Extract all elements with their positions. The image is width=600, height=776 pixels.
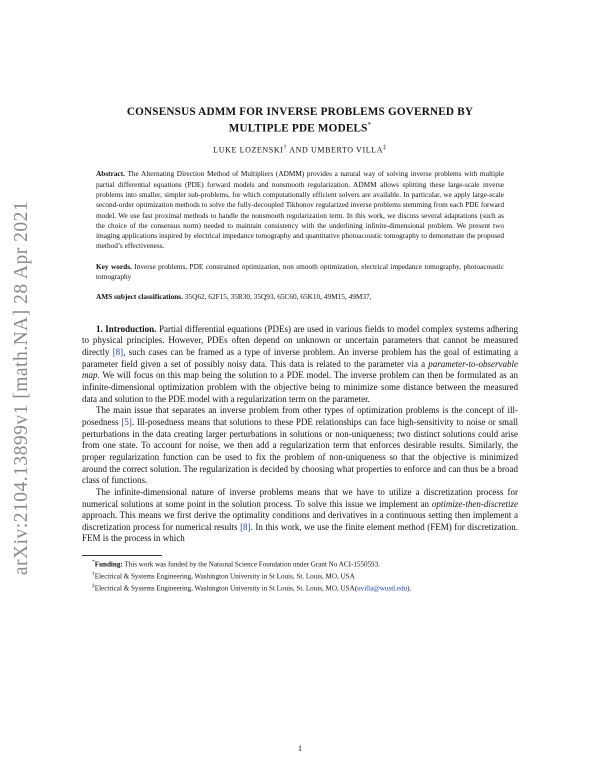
footnote-ddagger-mark: ‡ xyxy=(92,582,95,589)
footnote-author-2-end: ). xyxy=(407,584,412,593)
footnote-dagger-mark: † xyxy=(92,570,95,577)
intro-p2-text-b: . Ill-posedness means that solutions to these PDE relationships can face high-sensitivity to noise or small perturbations in the data creating larger perturbations in solutions or non-uniqueness; two distinct solutions could arise from one state. To account for noise, we then add a regularization term that enforces desirable results. Similarly, the proper regularization function can be used to fix the problem of non-uniqueness so that the objective is minimized around the correct solution. The regularization is decided by choosing what properties to enforce and can thus be a broad class of functions. xyxy=(82,416,519,486)
intro-p1-text-b: , such cases can be framed as a type of inverse problem. An inverse problem has the goal of estimating a parameter field given a set of possibly noisy data. This data is related to the parameter via a xyxy=(82,346,518,369)
ams-text: 35Q62, 62F15, 35R30, 35Q93, 65C60, 65K10, 49M15, 49M37, xyxy=(184,292,372,302)
author-list xyxy=(82,145,518,155)
abstract xyxy=(96,169,504,251)
footnote-author-2 xyxy=(82,582,518,594)
ams-label: AMS subject classifications. xyxy=(96,292,183,302)
funding-label: Funding: xyxy=(94,560,123,569)
title-footnote-mark: * xyxy=(367,121,372,129)
intro-paragraph-1 xyxy=(82,324,518,406)
intro-paragraph-2 xyxy=(82,405,518,487)
footnote-author-1-text: Electrical & Systems Engineering, Washington University in St Louis, St. Louis, MO, USA xyxy=(94,572,355,581)
intro-section xyxy=(82,324,518,545)
ams-classifications xyxy=(96,292,504,302)
intro-p3-text-c: . In this work, we use the finite element method (FEM) for discretization. FEM is the process in which xyxy=(82,521,518,544)
footnote-star-mark: * xyxy=(92,559,95,566)
intro-p3-emphasis: optimize-then-discretize xyxy=(431,498,518,509)
intro-p1-text-c: . We will focus on this map being the solution to a PDE model. The inverse problem can then be formulated as an infinite-dimensional optimization problem with the objective being to minimize some distance between the measured data and solution to the PDE model with a regularization term on the parameter. xyxy=(82,370,518,404)
keywords-label: Key words. xyxy=(96,261,132,271)
footnotes xyxy=(82,558,518,593)
citation-link-5[interactable]: [5] xyxy=(121,416,132,427)
email-link[interactable]: uvilla@wustl.edu xyxy=(357,584,408,593)
intro-p1-emphasis: parameter-to-observable map xyxy=(82,358,518,381)
page-number: 1 xyxy=(297,743,303,753)
footnote-author-2-text: Electrical & Systems Engineering, Washington University in St Louis, St. Louis, MO, USA( xyxy=(94,584,358,593)
footnote-divider xyxy=(82,555,162,556)
abstract-text: The Alternating Direction Method of Multipliers (ADMM) provides a natural way of solving inverse problems with multiple partial differential equations (PDE) forward models and nonsmooth regularization. ADMM allows splitting these large-scale inverse problems into smaller, simpler sub-problems, for which computationally efficient solvers are available. In particular, we apply large-scale second-order optimization methods to solve the fully-decoupled Tikhonov regularized inverse problems stemming from each PDE forward model. We use fast proximal methods to handle the nonsmooth regularization term. In this work, we discuss several adaptations (such as the choice of the consensus norm) needed to maintain consistency with the underlining infinite-dimensional problem. We present two imaging applications inspired by electrical impedance tomography and quantitative photoacoustic tomography to demonstrate the proposed method’s effectiveness. xyxy=(96,169,504,251)
section-heading: 1. Introduction. xyxy=(96,323,157,334)
arxiv-sidebar-stamp xyxy=(4,0,40,776)
intro-p3-text-b: approach. This means we first derive the optimality conditions and derivatives in a continuous setting then implement a discretization process for numerical results xyxy=(82,510,518,532)
title-line-1: CONSENSUS ADMM FOR INVERSE PROBLEMS GOVERNED BY xyxy=(126,106,474,118)
keywords xyxy=(96,262,504,283)
citation-link-8[interactable]: [8] xyxy=(112,346,124,357)
footnote-author-1 xyxy=(82,570,518,582)
author-separator: AND xyxy=(287,145,311,155)
paper-page xyxy=(82,106,518,593)
intro-p1-text-a: Partial differential equations (PDEs) are used in various fields to model complex systems adhering to physical principles. However, PDEs often depend on unknown or uncertain parameters that cannot be measured directly xyxy=(82,323,518,357)
author-2: UMBERTO VILLA xyxy=(310,145,384,155)
title-line-2: MULTIPLE PDE MODELS xyxy=(228,122,368,135)
author-2-mark: ‡ xyxy=(383,144,387,151)
intro-p2-text-a: The main issue that separates an inverse problem from other types of optimization problems is the concept of ill-posedness xyxy=(82,405,518,427)
citation-link-8-second[interactable]: [8] xyxy=(240,521,251,532)
funding-text: This work was funded by the National Science Foundation under Grant No ACI-1550593. xyxy=(122,560,380,569)
abstract-label: Abstract. xyxy=(96,169,125,179)
paper-title xyxy=(82,106,518,136)
keywords-text: Inverse problems, PDE constrained optimization, non smooth optimization, electrical impedance tomography, photoacoustic tomography xyxy=(96,261,504,282)
intro-p3-text-a: The infinite-dimensional nature of inverse problems means that we have to utilize a discretization process for numerical solutions at some point in the solution process. To solve this issue we implement an xyxy=(82,486,518,509)
intro-paragraph-3 xyxy=(82,487,518,545)
footnote-funding xyxy=(82,558,518,570)
arxiv-id: arXiv:2104.13899v1 [math.NA] 28 Apr 2021 xyxy=(11,200,32,576)
author-1-mark: † xyxy=(283,144,288,151)
author-1: LUKE LOZENSKI xyxy=(213,145,284,155)
